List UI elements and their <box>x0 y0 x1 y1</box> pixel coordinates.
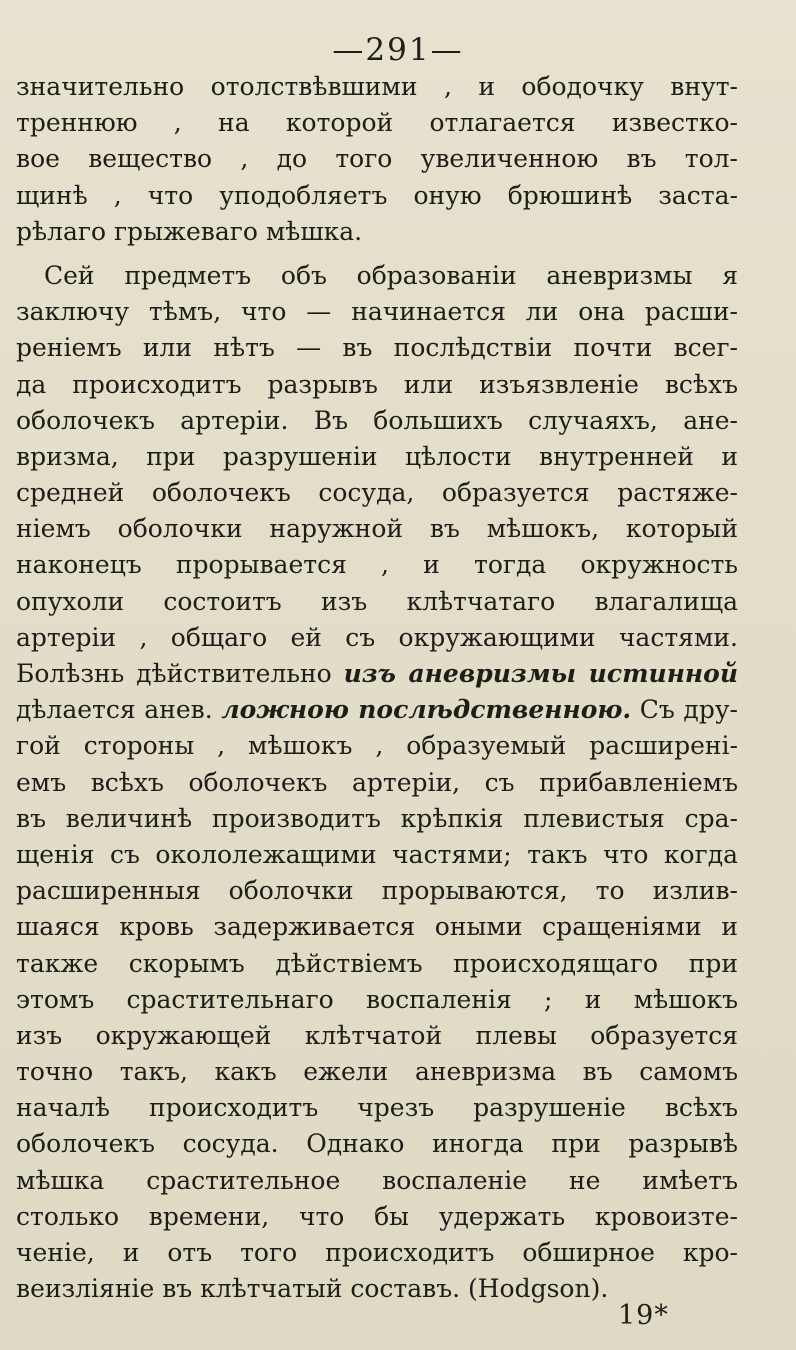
italic-term: ложною послѣдственною. <box>221 695 632 725</box>
body-text <box>16 69 738 1307</box>
text-line: началѣ происходитъ чрезъ разрушеніе всѣхъ <box>16 1093 738 1123</box>
text-line: въ величинѣ производитъ крѣпкія плевистыя сра- <box>16 803 738 833</box>
text-line: да происходитъ разрывъ или изъязвленіе всѣхъ <box>16 369 738 399</box>
text-line: столько времени, что бы удержать кровоизте- <box>16 1201 738 1231</box>
text-line: щенія съ окололежащими частями; такъ что когда <box>16 839 738 869</box>
text-line: также скорымъ дѣйствіемъ происходящаго при <box>16 948 738 978</box>
text-line: артеріи , общаго ей съ окружающими частями. <box>16 622 738 652</box>
text-line: этомъ срастительнаго воспаленія ; и мѣшокъ <box>16 984 738 1014</box>
text-line: точно такъ, какъ ежели аневризма въ самомъ <box>16 1057 738 1087</box>
text-line: заключу тѣмъ, что — начинается ли она расши- <box>16 297 738 327</box>
paragraph-2 <box>16 258 738 1307</box>
text-segment: Болѣзнь дѣйствительно <box>16 659 332 688</box>
text-line: расширенныя оболочки прорываются, то излив- <box>16 876 738 906</box>
paragraph-gap <box>16 250 738 258</box>
paragraph-1 <box>16 69 738 250</box>
text-line-with-italic <box>16 692 738 728</box>
page-number-header: —291— <box>332 32 464 68</box>
text-line: гой стороны , мѣшокъ , образуемый расширені- <box>16 731 738 761</box>
text-line: треннюю , на которой отлагается известко- <box>16 108 738 138</box>
signature-mark: 19* <box>618 1300 669 1331</box>
text-line: средней оболочекъ сосуда, образуется растяже- <box>16 478 738 508</box>
text-line: значительно отолствѣвшими , и ободочку внут- <box>16 72 738 101</box>
text-segment: дѣлается анев. <box>16 695 213 725</box>
text-line: опухоли состоитъ изъ клѣтчатаго влагалища <box>16 586 738 616</box>
text-segment: Съ дру- <box>639 695 738 725</box>
text-line: шаяся кровь задерживается оными сращеніями и <box>16 912 738 942</box>
text-line: Сей предметъ объ образованіи аневризмы я <box>44 260 738 290</box>
text-line: наконецъ прорывается , и тогда окружность <box>16 550 738 580</box>
text-line: вое вещество , до того увеличенною въ тол- <box>16 144 738 174</box>
text-line: реніемъ или нѣтъ — въ послѣдствіи почти всег- <box>16 333 738 363</box>
text-line: оболочекъ артеріи. Въ большихъ случаяхъ, ане- <box>16 405 738 435</box>
text-line: мѣшка срастительное воспаленіе не имѣетъ <box>16 1165 738 1195</box>
text-line: щинѣ , что уподобляетъ оную брюшинѣ заста- <box>16 180 738 210</box>
text-line: веизліяніе въ клѣтчатый составъ. (Hodgson). <box>16 1274 609 1304</box>
text-line: оболочекъ сосуда. Однако иногда при разрывѣ <box>16 1129 738 1159</box>
italic-term: изъ аневризмы истинной <box>343 659 738 688</box>
text-line-with-italic <box>16 656 738 692</box>
text-line: емъ всѣхъ оболочекъ артеріи, съ прибавленіемъ <box>16 767 738 797</box>
text-line: ніемъ оболочки наружной въ мѣшокъ, который <box>16 514 738 544</box>
text-line: ченіе, и отъ того происходитъ обширное кро- <box>16 1238 738 1267</box>
text-line: рѣлаго грыжеваго мѣшка. <box>16 216 363 246</box>
text-line: изъ окружающей клѣтчатой плевы образуется <box>16 1020 738 1050</box>
text-line: вризма, при разрушеніи цѣлости внутренней и <box>16 441 738 471</box>
